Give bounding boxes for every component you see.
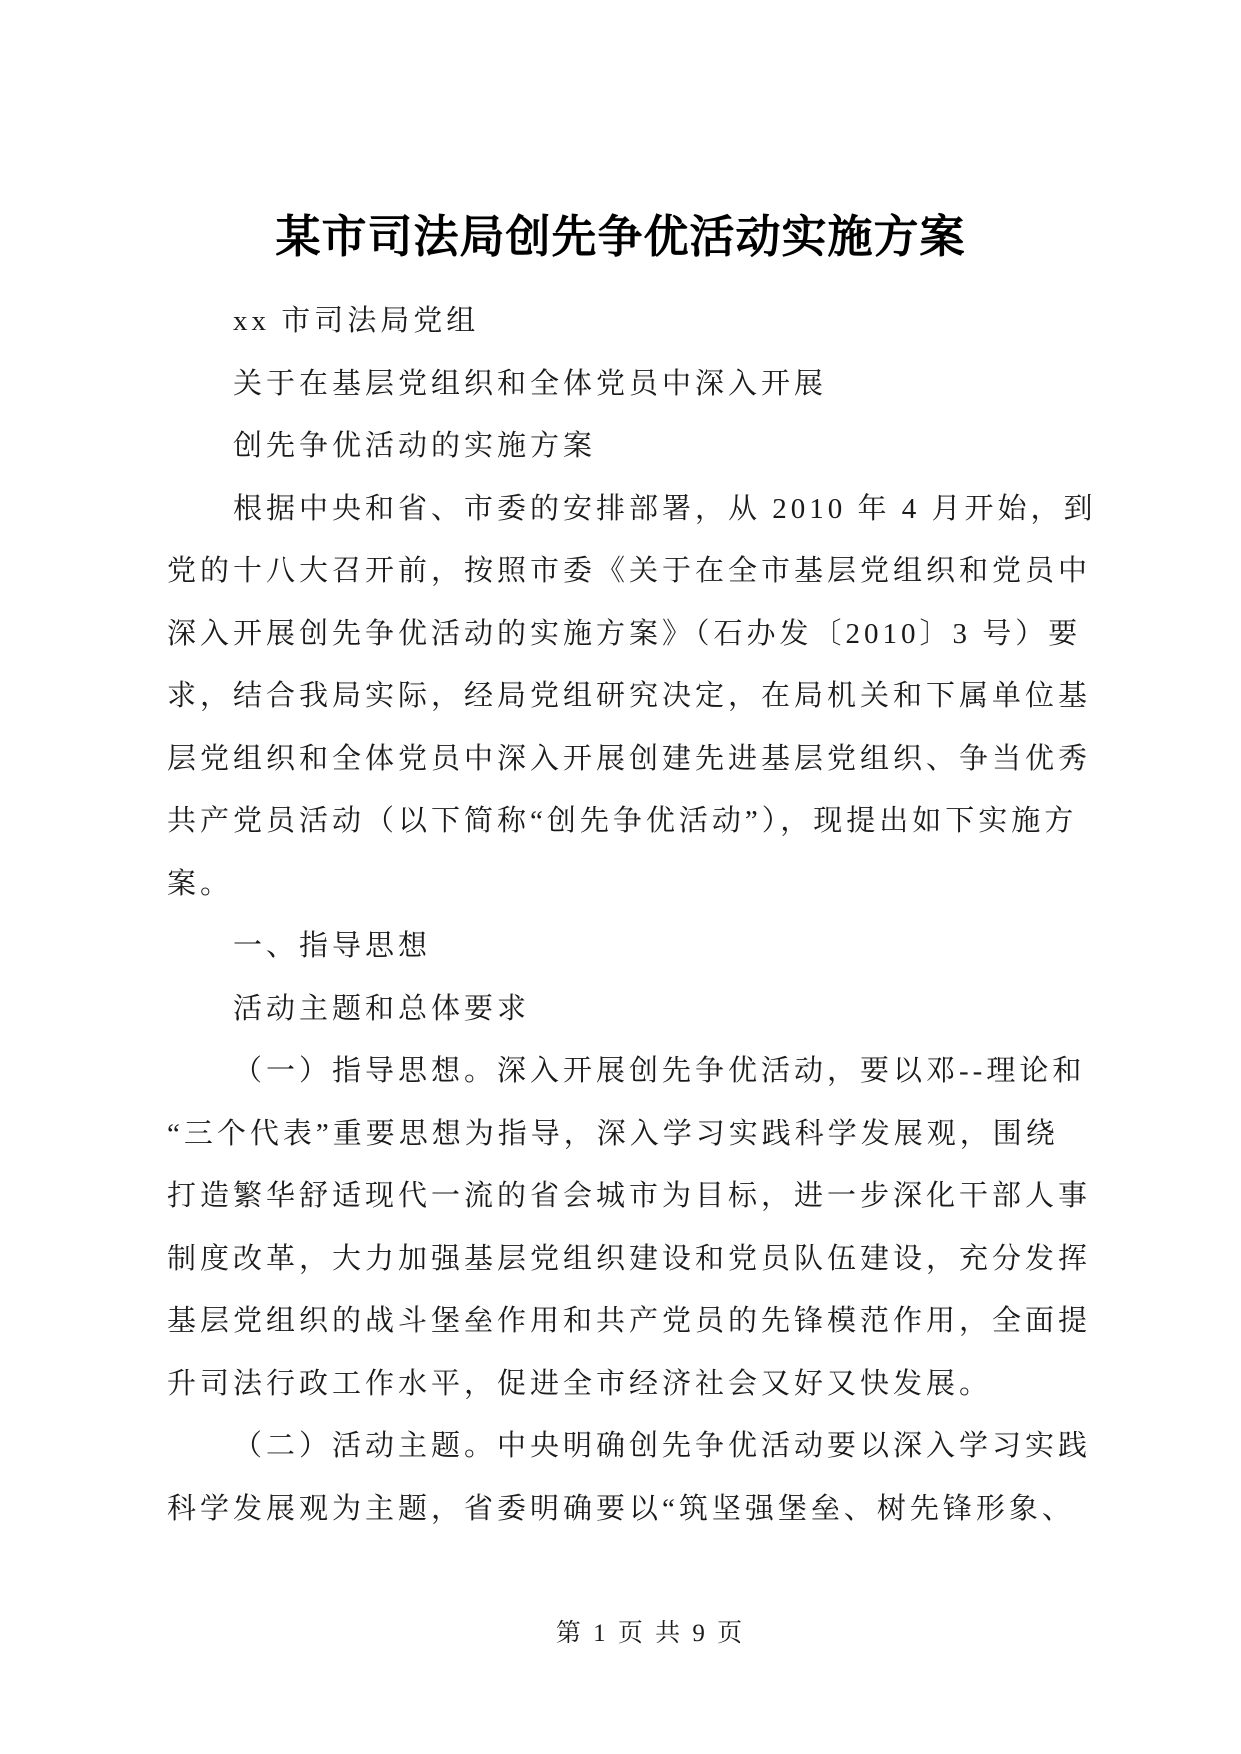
text-line: 活动主题和总体要求	[233, 992, 531, 1025]
text-line: 一、指导思想	[233, 930, 432, 962]
page-footer	[60, 1613, 1241, 1649]
document-title: 某市司法局创先争优活动实施方案	[275, 212, 966, 262]
document-body	[167, 290, 1102, 1540]
text-line: 升司法行政工作水平，促进全市经济社会又好又快发展。	[167, 1367, 993, 1400]
text-line: 共产党员活动（以下简称“创先争优活动”），现提出如下实施方	[167, 805, 1078, 837]
text-line: 创先争优活动的实施方案	[233, 430, 597, 462]
page-number: 第 1 页 共 9 页	[555, 1620, 746, 1647]
text-line: 基层党组织的战斗堡垒作用和共产党员的先锋模范作用，全面提	[167, 1305, 1092, 1337]
text-line: （一）指导思想。深入开展创先争优活动，要以邓--理论和	[233, 1055, 1086, 1087]
text-line: 案。	[167, 867, 234, 900]
text-line: 打造繁华舒适现代一流的省会城市为目标，进一步深化干部人事	[167, 1180, 1092, 1212]
text-line: 科学发展观为主题，省委明确要以“筑坚强堡垒、树先锋形象、	[167, 1492, 1075, 1525]
text-line: 层党组织和全体党员中深入开展创建先进基层党组织、争当优秀	[167, 742, 1092, 775]
text-line: 深入开展创先争优活动的实施方案》（石办发〔2010〕3 号）要	[167, 617, 1082, 650]
text-line: “三个代表”重要思想为指导，深入学习实践科学发展观，围绕	[167, 1117, 1059, 1150]
text-line: 求，结合我局实际，经局党组研究决定，在局机关和下属单位基	[167, 680, 1092, 712]
text-line: 关于在基层党组织和全体党员中深入开展	[233, 367, 828, 400]
text-line: xx 市司法局党组	[233, 305, 480, 337]
text-line: 制度改革，大力加强基层党组织建设和党员队伍建设，充分发挥	[167, 1242, 1092, 1275]
text-line: 党的十八大召开前，按照市委《关于在全市基层党组织和党员中	[167, 555, 1092, 587]
text-line: （二）活动主题。中央明确创先争优活动要以深入学习实践	[233, 1430, 1092, 1462]
text-line: 根据中央和省、市委的安排部署，从 2010 年 4 月开始，到	[233, 492, 1097, 525]
